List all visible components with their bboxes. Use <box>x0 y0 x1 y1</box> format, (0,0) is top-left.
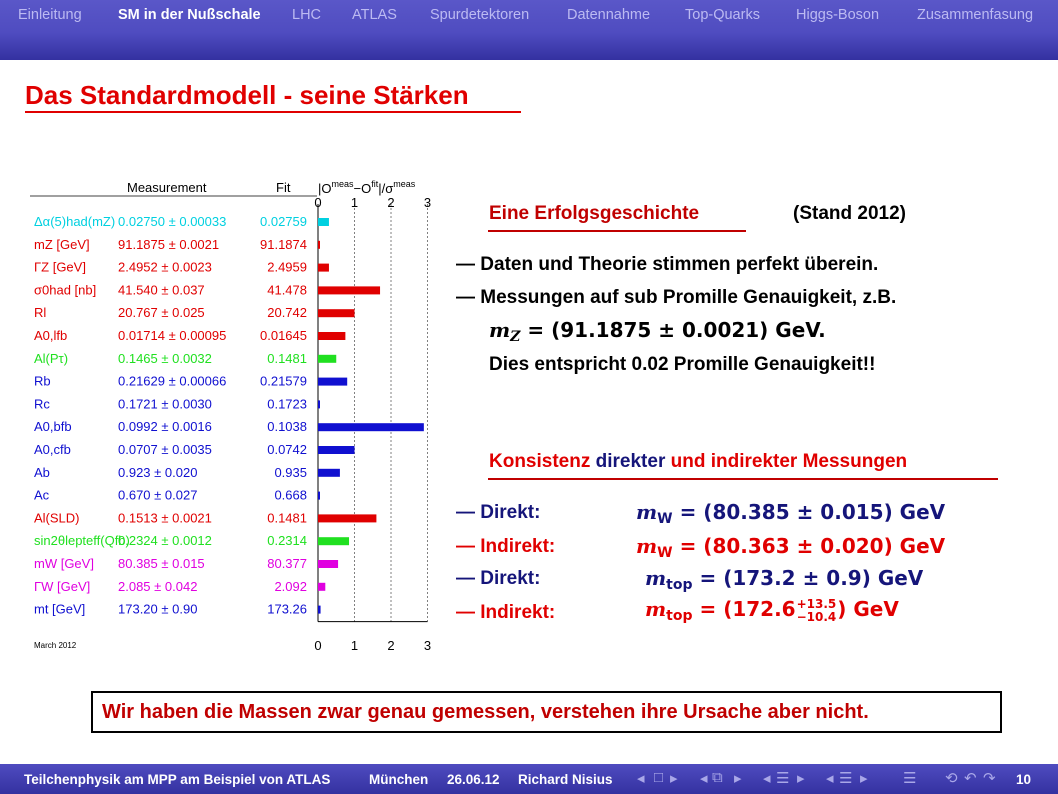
pull-bar <box>318 332 345 340</box>
row-fit: 0.01645 <box>260 328 307 343</box>
measure-row-2-label: — Indirekt: <box>456 536 556 557</box>
stand-label: (Stand 2012) <box>793 203 906 224</box>
tick-label-top: 0 <box>314 195 322 210</box>
pull-bar <box>318 241 320 249</box>
row-label: mZ [GeV] <box>34 236 90 252</box>
row-fit: 0.21579 <box>260 373 307 389</box>
mtop-asym-errors: +13.5 −10.4 <box>796 596 837 624</box>
row-label: ΓZ [GeV] <box>34 259 86 275</box>
subsection-next-icon[interactable]: ▸ <box>734 770 742 787</box>
part-prev-icon[interactable]: ◂ <box>826 770 834 787</box>
subsection-icon[interactable]: ⧉ <box>712 769 723 786</box>
nav-item-zusammenfasung[interactable]: Zusammenfasung <box>917 7 1034 23</box>
pull-bar <box>318 355 336 363</box>
tick-label-bottom: 1 <box>350 638 359 653</box>
row-measurement: 80.385 ± 0.015 <box>118 556 205 571</box>
tick-label-bottom: 0 <box>314 638 322 653</box>
row-measurement: 0.02750 ± 0.00033 <box>118 214 227 229</box>
row-fit: 0.935 <box>274 464 307 480</box>
row-label: Al(SLD) <box>34 510 80 526</box>
pull-bar <box>318 560 338 568</box>
heading2-underline <box>488 478 998 480</box>
section-prev-icon[interactable]: ◂ <box>763 770 771 787</box>
mtop-direct-equation: $m_{top} = (173.2 \pm 0.9)$ GeV <box>645 566 924 593</box>
pull-bar <box>318 264 329 272</box>
footer-place: München <box>369 772 429 787</box>
row-label: Rb <box>34 373 51 389</box>
slide-title: Das Standardmodell - seine Stärken <box>25 80 469 110</box>
row-measurement: 0.0707 ± 0.0035 <box>118 442 212 457</box>
row-fit: 20.742 <box>267 305 307 321</box>
row-measurement: 0.923 ± 0.020 <box>118 464 198 480</box>
subsection-prev-icon[interactable]: ◂ <box>700 770 708 787</box>
title-underline <box>25 111 521 113</box>
row-measurement: 0.1721 ± 0.0030 <box>118 396 212 412</box>
row-label: Al(Pτ) <box>34 350 69 366</box>
nav-item-datennahme[interactable]: Datennahme <box>567 7 651 23</box>
back-icon[interactable]: ↶ <box>964 770 977 787</box>
header-measurement: Measurement <box>127 180 207 195</box>
nav-item-einleitung[interactable]: Einleitung <box>18 7 82 23</box>
row-fit: 2.092 <box>274 578 307 594</box>
align-icon[interactable]: ☰ <box>903 770 917 787</box>
conclusion-text: Wir haben die Massen zwar genau gemessen, verstehen ihre Ursache aber nicht. <box>102 701 869 723</box>
row-fit: 0.2314 <box>267 533 307 549</box>
frame-prev-icon[interactable]: ◂ <box>637 770 645 787</box>
nav-item-higgs-boson[interactable]: Higgs-Boson <box>796 7 880 23</box>
measure-row-1-label: — Direkt: <box>456 502 541 523</box>
pull-bar <box>318 446 355 454</box>
row-measurement: 0.1465 ± 0.0032 <box>118 350 212 366</box>
row-fit: 0.0742 <box>267 442 307 457</box>
row-fit: 0.668 <box>274 487 307 503</box>
row-measurement: 0.21629 ± 0.00066 <box>118 373 227 389</box>
row-label: Ab <box>34 464 50 480</box>
pull-bar <box>318 469 340 477</box>
bullet-line-2: — Messungen auf sub Promille Genauigkeit, z.B. <box>456 287 897 308</box>
bullet-line-1: — Daten und Theorie stimmen perfekt überein. <box>456 254 879 275</box>
row-label: A0,bfb <box>34 419 72 435</box>
nav-item-atlas[interactable]: ATLAS <box>352 7 397 23</box>
footer-date: 26.06.12 <box>447 772 500 787</box>
nav-item-sm[interactable]: SM in der Nußschale <box>118 7 261 23</box>
heading1-underline <box>488 230 746 232</box>
footer-author: Richard Nisius <box>518 772 613 787</box>
bullet-line-4: Dies entspricht 0.02 Promille Genauigkeit!! <box>489 354 876 375</box>
measure-row-3-label: — Direkt: <box>456 568 541 589</box>
part-next-icon[interactable]: ▸ <box>860 770 868 787</box>
row-measurement: 91.1875 ± 0.0021 <box>118 236 220 252</box>
section-icon[interactable]: ☰ <box>776 770 790 787</box>
pull-bar <box>318 378 347 386</box>
footer-bar <box>0 764 1058 794</box>
row-fit: 91.1874 <box>260 236 307 252</box>
top-navigation <box>0 0 1058 60</box>
row-label: A0,lfb <box>34 328 68 343</box>
forward-icon[interactable]: ↷ <box>983 770 996 787</box>
pull-bar <box>318 400 320 408</box>
page-number: 10 <box>1016 772 1032 787</box>
pull-bar <box>318 537 349 545</box>
row-measurement: 0.2324 ± 0.0012 <box>118 533 212 549</box>
chart-rows <box>34 214 424 617</box>
tick-label-top: 1 <box>350 195 359 210</box>
nav-item-top-quarks[interactable]: Top-Quarks <box>685 7 760 23</box>
row-label: σ0had [nb] <box>34 282 97 298</box>
row-label: mW [GeV] <box>34 556 94 571</box>
row-label: Δα(5)had(mZ) <box>34 214 116 229</box>
footer-title: Teilchenphysik am MPP am Beispiel von ATLAS <box>24 772 331 787</box>
row-label: Rc <box>34 396 50 412</box>
mw-direct-equation: $m_W = (80.385 \pm 0.015)$ GeV <box>636 500 946 527</box>
pull-bar <box>318 309 355 317</box>
mz-equation: $m_Z = (91.1875 \pm 0.0021)$ GeV. <box>489 318 826 345</box>
conclusion-box <box>91 691 1002 733</box>
row-measurement: 173.20 ± 0.90 <box>118 601 198 617</box>
search-icon[interactable]: ⟲ <box>945 770 958 787</box>
row-fit: 0.02759 <box>260 214 307 229</box>
pull-axis-title: $|O^{meas}-O^{fit}|/\sigma^{meas}$ <box>318 179 416 196</box>
heading-erfolgsgeschichte: Eine Erfolgsgeschichte <box>489 203 700 224</box>
row-measurement: 0.01714 ± 0.00095 <box>118 328 227 343</box>
row-measurement: 0.1513 ± 0.0021 <box>118 510 212 526</box>
row-fit: 0.1038 <box>267 419 307 435</box>
ew-fit-chart <box>30 172 450 662</box>
part-icon[interactable]: ☰ <box>839 770 853 787</box>
row-measurement: 41.540 ± 0.037 <box>118 282 205 298</box>
row-fit: 0.1723 <box>267 396 307 412</box>
row-measurement: 2.4952 ± 0.0023 <box>118 259 212 275</box>
row-fit: 80.377 <box>267 556 307 571</box>
row-fit: 2.4959 <box>267 259 307 275</box>
pull-bar <box>318 423 424 431</box>
chart-footnote: March 2012 <box>34 641 77 650</box>
row-measurement: 20.767 ± 0.025 <box>118 305 205 321</box>
row-label: mt [GeV] <box>34 601 86 617</box>
row-label: A0,cfb <box>34 442 71 457</box>
tick-label-top: 2 <box>387 195 395 210</box>
tick-label-bottom: 3 <box>423 638 432 653</box>
pull-grid <box>318 204 428 622</box>
mw-indirect-equation: $m_W = (80.363 \pm 0.020)$ GeV <box>636 534 946 561</box>
pull-bar <box>318 492 320 500</box>
row-measurement: 2.085 ± 0.042 <box>118 578 198 594</box>
row-label: sin2θlepteff(Qfb) <box>34 533 130 549</box>
measure-row-4-label: — Indirekt: <box>456 602 556 623</box>
row-label: Ac <box>34 487 50 503</box>
row-fit: 0.1481 <box>267 510 307 526</box>
nav-item-spurdetektoren[interactable]: Spurdetektoren <box>430 7 530 23</box>
pull-bar <box>318 606 321 614</box>
row-fit: 0.1481 <box>267 350 307 366</box>
heading-konsistenz: Konsistenz direkter und indirekter Messungen <box>489 451 908 472</box>
section-next-icon[interactable]: ▸ <box>797 770 805 787</box>
frame-next-icon[interactable]: ▸ <box>670 770 678 787</box>
tick-label-top: 3 <box>423 195 432 210</box>
pull-bar <box>318 514 376 522</box>
pull-bar <box>318 218 329 226</box>
row-measurement: 0.0992 ± 0.0016 <box>118 419 212 435</box>
pull-bar <box>318 583 325 591</box>
mtop-indirect-equation: $m_{top} = (172.6+13.5$ −10.4) GeV <box>645 596 899 624</box>
row-label: ΓW [GeV] <box>34 578 91 594</box>
row-measurement: 0.670 ± 0.027 <box>118 487 198 503</box>
row-fit: 41.478 <box>267 282 307 298</box>
nav-item-lhc[interactable]: LHC <box>292 7 322 23</box>
header-fit: Fit <box>276 180 291 195</box>
tick-label-bottom: 2 <box>387 638 395 653</box>
frame-icon[interactable]: □ <box>654 769 664 786</box>
pull-bar <box>318 286 380 294</box>
row-fit: 173.26 <box>267 601 307 617</box>
row-label: Rl <box>34 305 47 321</box>
